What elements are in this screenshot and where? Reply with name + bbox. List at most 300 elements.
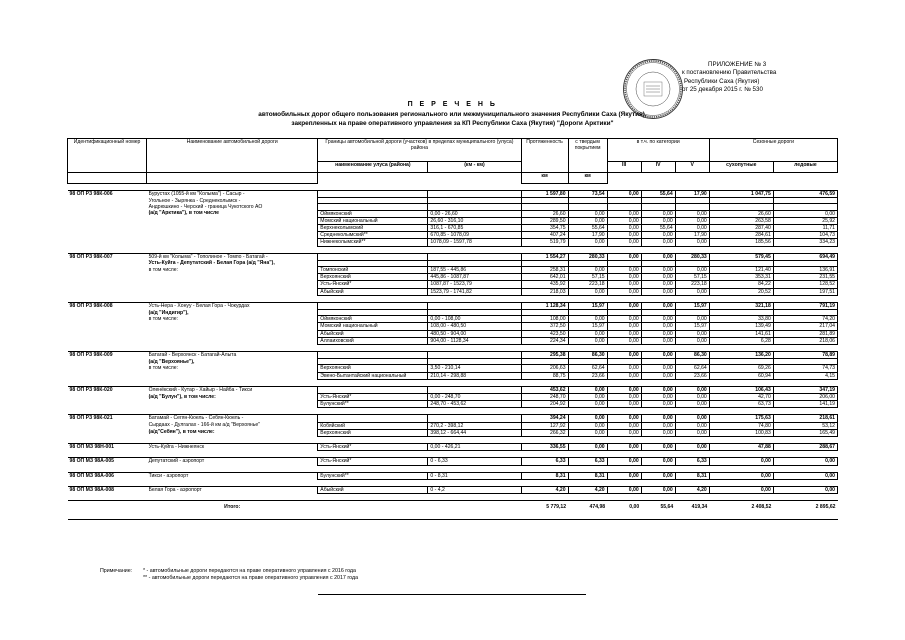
table-row: [68, 429, 838, 436]
total-cell-empty: [68, 500, 147, 513]
dry-km: 60,94: [709, 372, 773, 379]
dry-km: 139,49: [709, 323, 773, 330]
row-separator: [68, 295, 838, 302]
road-id: [68, 394, 147, 401]
cat3-km: 0,00: [607, 274, 641, 281]
km-range: [428, 191, 521, 198]
cat5-km: 17,90: [675, 232, 709, 239]
paved-km: 0,00: [568, 288, 607, 295]
km-range: 0,00 - 248,70: [428, 394, 521, 401]
table-row: [68, 217, 838, 224]
road-name: (а/д "Верхоянье"),: [148, 358, 195, 365]
ice-km: 104,73: [773, 232, 837, 239]
road-name: [147, 323, 318, 330]
table-row: [68, 191, 838, 198]
road-id: [68, 232, 147, 239]
appendix-line: ПРИЛОЖЕНИЕ № 3: [708, 61, 767, 68]
cat4-km: 0,00: [641, 472, 675, 479]
district-name: Среднеколымский**: [318, 232, 428, 239]
cat5-km: 15,97: [675, 323, 709, 330]
paved-km: 6,33: [568, 458, 607, 465]
road-name: в том числе:: [148, 364, 179, 371]
ice-km: 217,04: [773, 323, 837, 330]
total-cell-empty: [428, 500, 521, 513]
cat5-km: 17,90: [675, 191, 709, 198]
cat5-km: 0,00: [675, 429, 709, 436]
length-km: 218,03: [521, 288, 568, 295]
road-id: 98 ОП РЗ 98К-007: [69, 253, 113, 260]
dry-km: 26,60: [709, 210, 773, 217]
ice-km: 476,59: [773, 191, 837, 198]
subtitle-line: закрепленных на праве оперативного управления за КП Республики Саха (Якутия) "Дороги Арктики": [291, 119, 614, 127]
district-name: [318, 302, 428, 309]
length-km: 336,55: [521, 444, 568, 451]
cat5-km: 0,00: [675, 394, 709, 401]
ice-km: 347,19: [773, 386, 837, 393]
row-separator: [68, 513, 838, 520]
km-range: 3,50 - 210,14: [428, 365, 521, 372]
district-name: [318, 191, 428, 198]
appendix-line: к постановлению Правительства: [682, 69, 777, 77]
district-name: Абыйский: [318, 486, 428, 493]
district-name: Момский национальный: [318, 217, 428, 224]
subheader-empty: [318, 173, 428, 184]
road-name: Усть-Нера - Хонуу - Белая Гора - Чокурдах: [148, 302, 250, 309]
km-range: 0,00 - 26,60: [428, 210, 521, 217]
cat5-km: 0,00: [675, 386, 709, 393]
ice-km: 694,49: [773, 253, 837, 260]
cat5-km: 0,00: [675, 422, 709, 429]
cat3-km: 0,00: [607, 365, 641, 372]
subheader-district: наименование улуса (района): [318, 162, 428, 173]
subheader-cat4: IV: [641, 162, 675, 173]
road-id: [68, 225, 147, 232]
table-row: [68, 337, 838, 344]
header-seasonal: Сезонные дороги: [709, 139, 837, 162]
table-row: [68, 239, 838, 246]
length-km: 26,60: [521, 210, 568, 217]
district-name: Усть-Янский*: [318, 394, 428, 401]
length-km: 519,79: [521, 239, 568, 246]
ice-km: 0,00: [773, 472, 837, 479]
dry-km: 121,40: [709, 267, 773, 274]
table-row: [68, 288, 838, 295]
ice-km: 25,92: [773, 217, 837, 224]
cat4-km: 0,00: [641, 394, 675, 401]
road-id: [68, 239, 147, 246]
km-range: 398,12 - 664,44: [428, 429, 521, 436]
ice-km: 128,52: [773, 281, 837, 288]
length-km: 204,92: [521, 401, 568, 408]
ice-km: 4,15: [773, 372, 837, 379]
km-range: 0,00 - 426,21: [428, 444, 521, 451]
road-name: [147, 372, 318, 379]
road-name: [147, 330, 318, 337]
length-km: 248,70: [521, 394, 568, 401]
subheader-dry: сухопутные: [709, 162, 773, 173]
length-km: 4,20: [521, 486, 568, 493]
ice-km: 288,67: [773, 444, 837, 451]
cat5-km: 0,00: [675, 217, 709, 224]
cat4-km: 0,00: [641, 330, 675, 337]
total-cat5: 419,34: [691, 503, 708, 510]
length-km: 258,31: [521, 267, 568, 274]
dry-km: 1 047,75: [709, 191, 773, 198]
ice-km: 0,00: [773, 458, 837, 465]
paved-km: 0,00: [568, 386, 607, 393]
cat5-km: 6,33: [675, 458, 709, 465]
road-name: [147, 401, 318, 408]
cat3-km: 0,00: [607, 281, 641, 288]
cat4-km: 0,00: [641, 217, 675, 224]
cat4-km: 0,00: [641, 415, 675, 422]
ice-km: 74,20: [773, 316, 837, 323]
km-range: 480,50 - 904,00: [428, 330, 521, 337]
km-range: [428, 415, 521, 422]
km-range: 0,00 - 108,00: [428, 316, 521, 323]
road-name: [147, 274, 318, 281]
road-name: Батагай - Верхоянск - Батагай-Алыта: [148, 352, 237, 359]
road-name: [147, 288, 318, 295]
paved-km: 0,00: [568, 429, 607, 436]
subheader-cat5: V: [675, 162, 709, 173]
ice-km: 334,23: [773, 239, 837, 246]
km-range: 1523,79 - 1741,82: [428, 288, 521, 295]
cat3-km: 0,00: [607, 323, 641, 330]
cat4-km: 0,00: [641, 210, 675, 217]
paved-km: 280,33: [568, 253, 607, 260]
subheader-ice: ледовые: [773, 162, 837, 173]
table-row: [68, 486, 838, 493]
cat3-km: 0,00: [607, 232, 641, 239]
subheader-empty: [641, 173, 675, 184]
road-id: [68, 323, 147, 330]
table-row: [68, 316, 838, 323]
dry-km: 321,18: [709, 302, 773, 309]
km-range: 108,00 - 480,50: [428, 323, 521, 330]
cat4-km: 0,00: [641, 422, 675, 429]
road-name: Сырдаах - Дулгалах - 166-й км а/д "Верхоянье": [148, 422, 261, 429]
length-km: 289,50: [521, 217, 568, 224]
km-range: 0 - 4,2: [428, 486, 521, 493]
cat3-km: 0,00: [607, 288, 641, 295]
row-separator: [68, 379, 838, 386]
table-row: [68, 302, 838, 309]
road-name: Белая Гора - аэропорт: [148, 486, 202, 493]
header-paved: с твердым покрытием: [568, 139, 607, 173]
district-name: Булунский**: [318, 401, 428, 408]
cat3-km: 0,00: [607, 352, 641, 359]
cat5-km: 86,30: [675, 352, 709, 359]
district-name: [318, 352, 428, 359]
length-km: 206,63: [521, 365, 568, 372]
road-name: [147, 281, 318, 288]
road-id: [68, 429, 147, 436]
length-km: 88,75: [521, 372, 568, 379]
road-id: [68, 288, 147, 295]
paved-km: 73,54: [568, 191, 607, 198]
subheader-empty: [709, 173, 773, 184]
district-name: Оймяконский: [318, 316, 428, 323]
row-separator: [68, 408, 838, 415]
row-separator: [68, 451, 838, 458]
km-range: 0 - 8,31: [428, 472, 521, 479]
table-row: [68, 281, 838, 288]
subheader-empty: [675, 173, 709, 184]
dry-km: 185,56: [709, 239, 773, 246]
ice-km: 231,55: [773, 274, 837, 281]
cat4-km: 0,00: [641, 232, 675, 239]
length-km: 1 128,34: [521, 302, 568, 309]
paved-km: 0,00: [568, 444, 607, 451]
district-name: Аллаиховский: [318, 337, 428, 344]
road-id: [68, 422, 147, 429]
paved-km: 0,00: [568, 217, 607, 224]
road-id: [68, 372, 147, 379]
paved-km: 15,97: [568, 302, 607, 309]
total-row: [68, 500, 838, 513]
district-name: Верхоянский: [318, 274, 428, 281]
road-id: [68, 267, 147, 274]
district-name: [318, 415, 428, 422]
road-id: [68, 217, 147, 224]
cat4-km: 0,00: [641, 486, 675, 493]
dry-km: 284,61: [709, 232, 773, 239]
header-categories: в т.ч. по категории: [607, 139, 709, 162]
ice-km: 791,19: [773, 302, 837, 309]
district-name: Абыйский: [318, 288, 428, 295]
road-name: Батамай - Сегян-Кюель - Себян-Кюель -: [148, 415, 244, 422]
road-name: Усть-Куйга - Нижнеянск: [148, 444, 205, 451]
paved-km: 0,00: [568, 267, 607, 274]
length-km: 8,31: [521, 472, 568, 479]
km-range: [428, 386, 521, 393]
road-name: (а/д"Себян"), в том числе:: [148, 429, 215, 436]
cat4-km: 0,00: [641, 267, 675, 274]
length-km: 127,92: [521, 422, 568, 429]
cat3-km: 0,00: [607, 239, 641, 246]
cat5-km: 0,00: [675, 288, 709, 295]
row-separator: [68, 479, 838, 486]
cat5-km: 280,33: [675, 253, 709, 260]
road-name: [147, 225, 318, 232]
row-separator: [68, 465, 838, 472]
km-range: 1078,09 - 1597,78: [428, 239, 521, 246]
cat5-km: 4,20: [675, 486, 709, 493]
cat5-km: 0,00: [675, 239, 709, 246]
cat4-km: 0,00: [641, 401, 675, 408]
road-id: [68, 401, 147, 408]
road-name: Усть-Куйга - Депутатский - Белая Гора (а/д "Яна"),: [148, 260, 275, 267]
cat4-km: 0,00: [641, 323, 675, 330]
paved-km: 0,00: [568, 394, 607, 401]
paved-km: 8,31: [568, 472, 607, 479]
paved-km: 0,00: [568, 337, 607, 344]
road-name: в том числе:: [148, 315, 179, 322]
table-row: [68, 386, 838, 393]
ice-km: 281,89: [773, 330, 837, 337]
cat3-km: 0,00: [607, 386, 641, 393]
dry-km: 175,63: [709, 415, 773, 422]
table-row: [68, 232, 838, 239]
table-row: [68, 274, 838, 281]
table-row: [68, 422, 838, 429]
note-line: ** - автомобильные дороги передаются на праве оперативного управления с 2017 года: [143, 575, 359, 582]
road-name: в том числе:: [148, 266, 179, 273]
district-name: Верхнеколымский: [318, 225, 428, 232]
appendix-line: от 25 декабря 2015 г. № 530: [682, 85, 763, 93]
row-separator: [68, 246, 838, 253]
subheader-empty: [68, 173, 147, 184]
road-name: [147, 217, 318, 224]
paved-km: 86,30: [568, 352, 607, 359]
subheader-km2: км: [568, 173, 607, 184]
table-row: [68, 365, 838, 372]
road-id: 98 ОП РЗ 98К-021: [69, 415, 113, 422]
length-km: 6,33: [521, 458, 568, 465]
cat3-km: 0,00: [607, 330, 641, 337]
cat3-km: 0,00: [607, 337, 641, 344]
footer-rule: [318, 594, 586, 595]
cat4-km: 0,00: [641, 372, 675, 379]
road-id: 98 ОП РЗ 98К-020: [69, 386, 113, 393]
row-separator: [68, 184, 838, 191]
paved-km: 55,64: [568, 225, 607, 232]
cat4-km: 0,00: [641, 337, 675, 344]
cat4-km: 55,64: [641, 225, 675, 232]
note-line: * - автомобильные дороги передаются на праве оперативного управления с 2016 года: [143, 568, 356, 574]
cat5-km: 223,18: [675, 281, 709, 288]
road-id: [68, 337, 147, 344]
cat5-km: 0,00: [675, 267, 709, 274]
km-range: 1087,87 - 1523,79: [428, 281, 521, 288]
paved-km: 23,66: [568, 372, 607, 379]
cat5-km: 0,00: [675, 330, 709, 337]
subheader-empty: [773, 173, 837, 184]
km-range: 670,85 - 1078,09: [428, 232, 521, 239]
document-title: П Е Р Е Ч Е Н Ь: [407, 101, 498, 108]
km-range: 210,14 - 298,88: [428, 372, 521, 379]
dry-km: 106,43: [709, 386, 773, 393]
district-name: Верхоянский: [318, 429, 428, 436]
road-name: Угольное - Зырянка - Среднеколымск -: [148, 197, 241, 204]
road-name: (а/д "Индигир"),: [148, 309, 189, 316]
length-km: 295,38: [521, 352, 568, 359]
cat5-km: 0,00: [675, 444, 709, 451]
road-name: Депутатский - аэропорт: [148, 458, 205, 465]
length-km: 435,92: [521, 281, 568, 288]
road-id: 98 ОП МЗ 98А-006: [69, 472, 115, 479]
district-name: Кобяйский: [318, 422, 428, 429]
header-road-name: Наименование автомобильной дороги: [147, 139, 318, 173]
cat3-km: 0,00: [607, 225, 641, 232]
road-name: [147, 232, 318, 239]
dry-km: 100,83: [709, 429, 773, 436]
km-range: 248,70 - 453,62: [428, 401, 521, 408]
cat3-km: 0,00: [607, 401, 641, 408]
cat4-km: 0,00: [641, 316, 675, 323]
dry-km: 579,45: [709, 253, 773, 260]
header-id: Идентификационный номер: [68, 139, 147, 173]
length-km: 407,24: [521, 232, 568, 239]
district-name: Нижнеколымский**: [318, 239, 428, 246]
district-name: Верхоянский: [318, 365, 428, 372]
paved-km: 17,90: [568, 232, 607, 239]
paved-km: 0,00: [568, 239, 607, 246]
district-name: [318, 386, 428, 393]
cat4-km: 0,00: [641, 239, 675, 246]
district-name: Эвено-Бытантайский национальный: [318, 372, 428, 379]
km-range: [428, 302, 521, 309]
ice-km: 218,61: [773, 415, 837, 422]
road-name: 509-й км "Колыма" - Тополиное - Томпо - Батагай -: [148, 253, 268, 260]
cat3-km: 0,00: [607, 472, 641, 479]
length-km: 642,01: [521, 274, 568, 281]
dry-km: 74,80: [709, 422, 773, 429]
district-name: [318, 253, 428, 260]
table-row: [68, 253, 838, 260]
ice-km: 206,00: [773, 394, 837, 401]
district-name: Усть-Янский*: [318, 444, 428, 451]
table-row: [68, 372, 838, 379]
dry-km: 0,00: [709, 458, 773, 465]
district-name: Момский национальный: [318, 323, 428, 330]
district-name: Булунский**: [318, 472, 428, 479]
km-range: 316,1 - 670,85: [428, 225, 521, 232]
table-row: [68, 330, 838, 337]
ice-km: 165,49: [773, 429, 837, 436]
cat3-km: 0,00: [607, 429, 641, 436]
km-range: [428, 253, 521, 260]
paved-km: 62,64: [568, 365, 607, 372]
km-range: 904,00 - 1128,34: [428, 337, 521, 344]
dry-km: 141,61: [709, 330, 773, 337]
header-length: Протяженность: [521, 139, 568, 173]
paved-km: 57,15: [568, 274, 607, 281]
table-row: [68, 225, 838, 232]
subheader-empty: [428, 173, 521, 184]
road-id: [68, 330, 147, 337]
table-row: [68, 401, 838, 408]
cat5-km: 57,15: [675, 274, 709, 281]
total-dry: 2 408,52: [751, 503, 772, 510]
dry-km: 84,22: [709, 281, 773, 288]
ice-km: 218,06: [773, 337, 837, 344]
km-range: [428, 352, 521, 359]
header-bounds: Границы автомобильной дороги (участков) в пределах муниципального (улуса) района: [318, 139, 521, 162]
road-id: 98 ОП МЗ 98Н-001: [69, 444, 115, 451]
dry-km: 63,73: [709, 401, 773, 408]
cat3-km: 0,00: [607, 422, 641, 429]
paved-km: 15,97: [568, 323, 607, 330]
length-km: 1 554,27: [521, 253, 568, 260]
cat4-km: 0,00: [641, 365, 675, 372]
cat3-km: 0,00: [607, 267, 641, 274]
cat3-km: 0,00: [607, 486, 641, 493]
dry-km: 6,28: [709, 337, 773, 344]
cat5-km: 0,00: [675, 337, 709, 344]
ice-km: 197,51: [773, 288, 837, 295]
road-id: 98 ОП МЗ 98А-005: [69, 458, 115, 465]
dry-km: 69,26: [709, 365, 773, 372]
cat3-km: 0,00: [607, 191, 641, 198]
table-row: [68, 267, 838, 274]
road-id: [68, 316, 147, 323]
total-cell-empty: [318, 500, 428, 513]
paved-km: 0,00: [568, 422, 607, 429]
cat3-km: 0,00: [607, 253, 641, 260]
cat4-km: 0,00: [641, 352, 675, 359]
